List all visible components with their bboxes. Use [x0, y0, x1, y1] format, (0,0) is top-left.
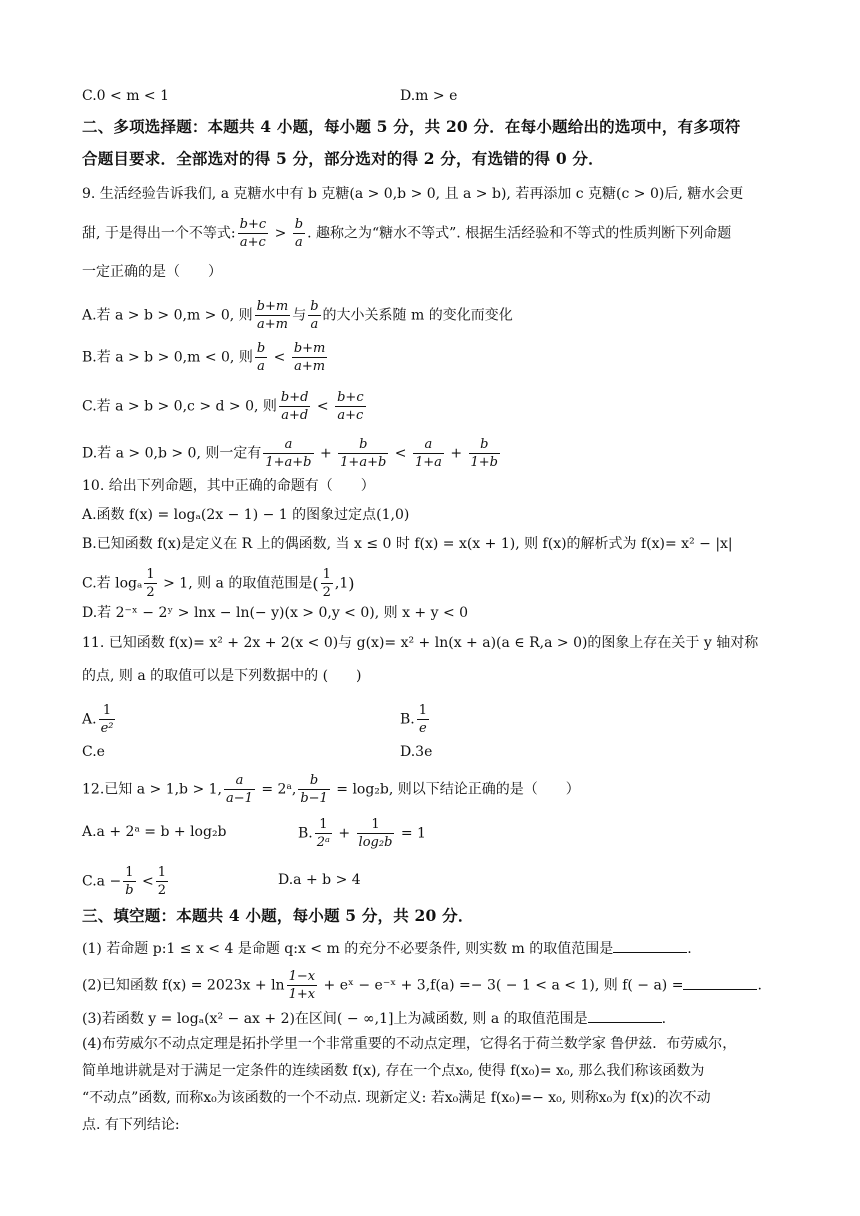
q9-option-b: B.若 a > b > 0,m < 0, 则 $\frac{b}{a}$ < $\frac{b+m}{a+m}$ — [82, 341, 326, 374]
answer-blank-2[interactable] — [683, 975, 757, 990]
q8-option-d: D.m > e — [400, 88, 458, 104]
section2-header-line1: 二、多项选择题：本题共 4 小题，每小题 5 分，共 20 分．在每小题给出的选项中，有多项符 — [82, 117, 741, 136]
q11-stem-line1: 11. 已知函数 f(x)= x² + 2x + 2(x < 0)与 g(x)= x² + ln(x + a)(a ∈ R,a > 0)的图象上存在关于 y 轴对称 — [82, 635, 759, 651]
answer-blank-1[interactable] — [613, 938, 687, 953]
fill-problem-4-line1: (4)布劳威尔不动点定理是拓扑学里一个非常重要的不动点定理，它得名于荷兰数学家 鲁伊兹．布劳威尔， — [82, 1036, 737, 1052]
p2-fraction: $\frac{1-x}{1+x}$ — [288, 969, 316, 1002]
q9-stem-line2-post: . 趣称之为“糖水不等式”. 根据生活经验和不等式的性质判断下列命题 — [307, 225, 732, 242]
fill-problem-4-line4: 点. 有下列结论: — [82, 1117, 180, 1133]
q11-option-b: B. $\frac{1}{e}$ — [400, 703, 428, 736]
gt-symbol: > — [274, 225, 287, 242]
q10-option-a: A.函数 f(x) = logₐ(2x − 1) − 1 的图象过定点(1,0) — [82, 507, 410, 523]
section3-header: 三、填空题：本题共 4 小题，每小题 5 分，共 20 分． — [82, 906, 474, 925]
q9-stem-line2-pre: 甜, 于是得出一个不等式: — [82, 225, 236, 242]
q10-stem: 10. 给出下列命题，其中正确的命题有（ ） — [82, 478, 375, 494]
fill-problem-4-line2: 简单地讲就是对于满足一定条件的连续函数 f(x), 存在一个点x₀, 使得 f(x₀)= x₀, 那么我们称该函数为 — [82, 1063, 705, 1079]
q10-option-b: B.已知函数 f(x)是定义在 R 上的偶函数, 当 x ≤ 0 时 f(x) = x(x + 1), 则 f(x)的解析式为 f(x)= x² − |x| — [82, 536, 733, 552]
q9-d-fraction1: $\frac{a}{1+a+b}$ — [265, 437, 312, 470]
fill-problem-1: (1) 若命题 p:1 ≤ x < 4 是命题 q:x < m 的充分不必要条件, 则实数 m 的取值范围是 . — [82, 938, 692, 959]
q10-c-fraction: $\frac{1}{2}$ — [146, 567, 155, 600]
q12-option-a: A.a + 2ᵃ = b + log₂b — [82, 824, 227, 840]
q11-b-fraction: $\frac{1}{e}$ — [418, 703, 428, 736]
q12-option-b: B. $\frac{1}{\text{2ᵃ}}$ + $\frac{1}{\text{log₂b}}$ = 1 — [298, 817, 426, 850]
q12-stem-fraction1: $\frac{a}{a-1}$ — [226, 773, 253, 806]
q10-option-c: C.若 logₐ $\frac{1}{2}$ > 1, 则 a 的取值范围是( $\frac{1}{2}$ ,1) — [82, 567, 355, 600]
q9-a-fraction1: $\frac{b+m}{a+m}$ — [256, 299, 289, 332]
q12-c-fraction1: $\frac{1}{b}$ — [125, 865, 134, 898]
q11-option-a: A. $\frac{1}{\text{e²}}$ — [82, 703, 114, 736]
q9-d-fraction4: $\frac{b}{1+b}$ — [470, 437, 498, 470]
q9-option-a: A.若 a > b > 0,m > 0, 则 $\frac{b+m}{a+m}$ 与 $\frac{b}{a}$ 的大小关系随 m 的变化而变化 — [82, 299, 513, 332]
fill-problem-3: (3)若函数 y = logₐ(x² − ax + 2)在区间( − ∞,1]上为减函数, 则 a 的取值范围是 . — [82, 1008, 666, 1029]
q9-option-d: D.若 a > 0,b > 0, 则一定有 $\frac{a}{1+a+b}$ + $\frac{b}{1+a+b}$ < $\frac{a}{1+a}$ + $\frac{b}{1+b}$ — [82, 437, 498, 470]
q12-b-fraction1: $\frac{1}{\text{2ᵃ}}$ — [316, 817, 330, 850]
q11-a-fraction: $\frac{1}{\text{e²}}$ — [100, 703, 114, 736]
fill-problem-4-line3: “不动点”函数, 而称x₀为该函数的一个不动点. 现新定义: 若x₀满足 f(x₀)=− x₀, 则称x₀为 f(x)的次不动 — [82, 1090, 711, 1106]
q12-option-d: D.a + b > 4 — [278, 872, 361, 888]
q9-a-fraction2: $\frac{b}{a}$ — [310, 299, 319, 332]
q8-option-c: C.0 < m < 1 — [82, 88, 170, 104]
q9-d-fraction2: $\frac{b}{1+a+b}$ — [340, 437, 387, 470]
q12-stem: 12.已知 a > 1,b > 1, $\frac{a}{a-1}$ = 2ᵃ, $\frac{b}{b-1}$ = log₂b, 则以下结论正确的是（ ） — [82, 773, 580, 806]
section2-header-line2: 合题目要求．全部选对的得 5 分，部分选对的得 2 分，有选错的得 0 分． — [82, 149, 604, 168]
q9-c-fraction2: $\frac{b+c}{a+c}$ — [337, 390, 364, 423]
q10-c-range-fraction: $\frac{1}{2}$ — [322, 567, 331, 600]
fill-problem-2: (2)已知函数 f(x) = 2023x + ln $\frac{1-x}{1+x}$ + eˣ − e⁻ˣ + 3,f(a) =− 3( − 1 < a < 1), 则 f( − a) = . — [82, 969, 762, 1002]
q9-option-c: C.若 a > b > 0,c > d > 0, 则 $\frac{b+d}{a+d}$ < $\frac{b+c}{a+c}$ — [82, 390, 364, 423]
q9-ineq-right-fraction: $\frac{b}{a}$ — [294, 217, 304, 250]
q9-stem-line3: 一定正确的是（ ） — [82, 264, 222, 280]
q9-b-fraction1: $\frac{b}{a}$ — [256, 341, 266, 374]
q9-c-fraction1: $\frac{b+d}{a+d}$ — [280, 390, 309, 423]
q9-ineq-left-fraction: $\frac{b+c}{a+c}$ — [239, 217, 267, 250]
q9-stem-line2 — [82, 218, 731, 249]
q11-option-d: D.3e — [400, 744, 433, 760]
q11-stem-line2: 的点, 则 a 的取值可以是下列数据中的 ( ) — [82, 668, 362, 684]
q10-option-d: D.若 2⁻ˣ − 2ʸ > lnx − ln(− y)(x > 0,y < 0), 则 x + y < 0 — [82, 605, 469, 621]
q9-b-fraction2: $\frac{b+m}{a+m}$ — [293, 341, 326, 374]
q9-stem-line1: 9. 生活经验告诉我们, a 克糖水中有 b 克糖(a > 0,b > 0, 且 a > b), 若再添加 c 克糖(c > 0)后, 糖水会更 — [82, 186, 744, 202]
answer-blank-3[interactable] — [588, 1008, 662, 1023]
q12-option-c: C.a − $\frac{1}{b}$ < $\frac{1}{2}$ — [82, 865, 166, 898]
q12-b-fraction2: $\frac{1}{\text{log₂b}}$ — [358, 817, 393, 850]
q12-c-fraction2: $\frac{1}{2}$ — [157, 865, 166, 898]
q9-d-fraction3: $\frac{a}{1+a}$ — [414, 437, 442, 470]
q11-option-c: C.e — [82, 744, 105, 760]
q12-stem-fraction2: $\frac{b}{b-1}$ — [300, 773, 328, 806]
